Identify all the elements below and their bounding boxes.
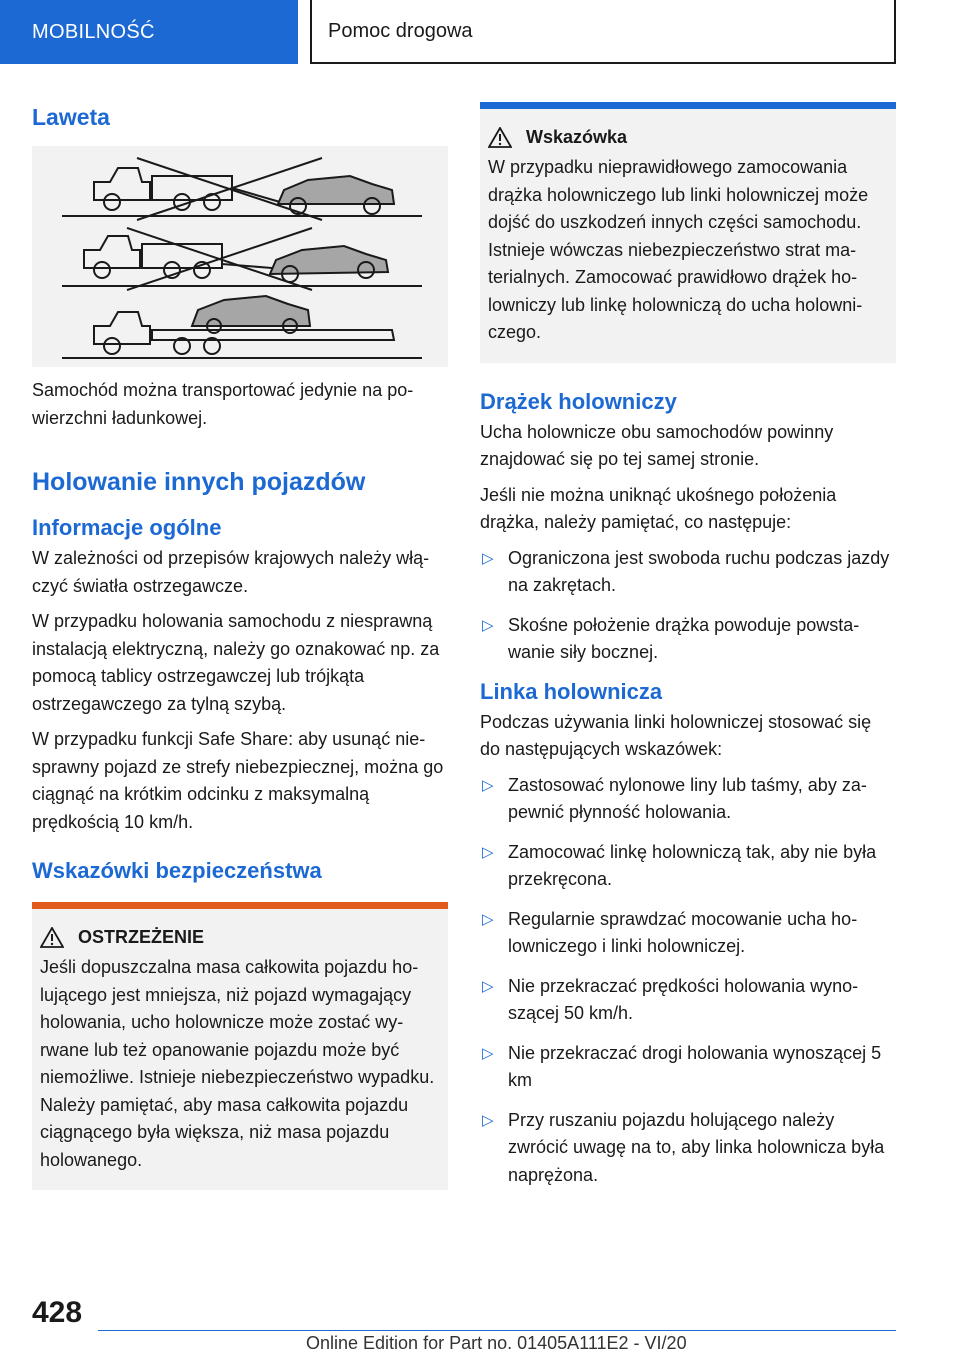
footer-divider <box>98 1330 896 1331</box>
laweta-heading: Laweta <box>32 104 110 130</box>
general-info-heading: Informacje ogólne <box>32 515 222 540</box>
bullet-arrow-icon: ▷ <box>482 1044 494 1062</box>
warning-label: OSTRZEŻENIE <box>78 927 205 947</box>
chapter-tab <box>310 0 896 64</box>
tow-bar-paragraph-1: Ucha holownicze obu samochodów powinny znajdować się po tej samej stronie. <box>480 421 834 469</box>
list-item: ▷ Zamocować linkę holowniczą tak, aby nie była przekręcona. <box>480 839 896 894</box>
bullet-arrow-icon: ▷ <box>482 776 494 794</box>
warning-triangle-icon <box>488 127 512 148</box>
safety-heading: Wskazówki bezpieczeństwa <box>32 858 322 883</box>
note-header <box>488 127 890 148</box>
tow-bar-paragraph-2: Jeśli nie można uniknąć ukośnego położenia drążka, należy pamiętać, co następuje: <box>480 484 837 532</box>
bullet-arrow-icon: ▷ <box>482 843 494 861</box>
bullet-arrow-icon: ▷ <box>482 977 494 995</box>
towing-illustration <box>32 146 448 367</box>
towing-methods-drawing <box>32 146 448 367</box>
left-column <box>32 100 448 1190</box>
chapter-title: Pomoc drogowa <box>328 19 473 42</box>
general-paragraph-1: W zależności od przepisów krajowych należy włączyć światła ostrzegawcze. <box>32 548 430 596</box>
tow-rope-heading: Linka holownicza <box>480 678 663 704</box>
list-item: ▷ Skośne położenie drążka powoduje powstawanie siły bocznej. <box>480 612 896 667</box>
tow-rope-list <box>480 772 896 1190</box>
general-paragraph-2: W przypadku holowania samochodu z niesprawną instalacją elektryczną, należy go oznakować np. za pomocą tablicy ostrzegawczej lub trójkąta ostrzegawczego za tylną szybą. <box>32 611 440 714</box>
list-item: ▷ Zastosować nylonowe liny lub taśmy, aby zapewnić płynność holowania. <box>480 772 896 827</box>
edition-footer: Online Edition for Part no. 01405A111E2 - VI/20 <box>306 1333 687 1353</box>
bullet-arrow-icon: ▷ <box>482 549 494 567</box>
note-box <box>480 102 896 363</box>
warning-header <box>40 927 442 948</box>
right-column <box>480 102 896 1201</box>
page-number: 428 <box>32 1296 83 1329</box>
list-item: ▷ Regularnie sprawdzać mocowanie ucha holowniczego i linki holowniczej. <box>480 906 896 961</box>
laweta-text: Samochód można transportować jedynie na powierzchni ładunkowej. <box>32 380 414 428</box>
towing-heading: Holowanie innych pojazdów <box>32 468 366 496</box>
bullet-arrow-icon: ▷ <box>482 910 494 928</box>
bullet-arrow-icon: ▷ <box>482 616 494 634</box>
tow-bar-heading: Drążek holowniczy <box>480 388 677 414</box>
bullet-arrow-icon: ▷ <box>482 1111 494 1129</box>
warning-triangle-icon <box>40 927 64 948</box>
general-paragraph-3: W przypadku funkcji Safe Share: aby usunąć niesprawny pojazd ze strefy niebezpiecznej, można go ciągnąć na krótkim odcinku z maksymalną prędkością 10 km/h. <box>32 729 444 832</box>
note-text: W przypadku nieprawidłowego zamocowania drążka holowniczego lub linki holowniczej może dojść do uszkodzeń innych części samochodu. Istnieje wówczas niebezpieczeństwo strat materialnych. Zamocować prawidłowo drążek holowniczy lub linkę holowniczą do ucha holowniczego. <box>488 157 869 342</box>
list-item: ▷ Ograniczona jest swoboda ruchu podczas jazdy na zakrętach. <box>480 545 896 600</box>
section-title: MOBILNOŚĆ <box>32 20 155 43</box>
tow-rope-paragraph: Podczas używania linki holowniczej stosować się do następujących wskazówek: <box>480 711 872 759</box>
section-tab <box>0 0 298 64</box>
warning-text: Jeśli dopuszczalna masa całkowita pojazdu holującego jest mniejsza, niż pojazd wymagający holowania, ucho holownicze może zostać wyrwane lub też opanowanie pojazdu może być niemożliwe. Istnieje niebezpieczeństwo wypadku. Należy pamiętać, aby masa całkowita pojazdu ciągnącego była większa, niż masa pojazdu holowanego. <box>40 957 435 1170</box>
list-item: ▷ Nie przekraczać drogi holowania wynoszącej 5 km <box>480 1040 896 1095</box>
list-item: ▷ Nie przekraczać prędkości holowania wynoszącej 50 km/h. <box>480 973 896 1028</box>
list-item: ▷ Przy ruszaniu pojazdu holującego należy zwrócić uwagę na to, aby linka holownicza była naprężona. <box>480 1107 896 1190</box>
tow-bar-list <box>480 545 896 667</box>
note-label: Wskazówka <box>526 127 628 147</box>
warning-box <box>32 902 448 1190</box>
